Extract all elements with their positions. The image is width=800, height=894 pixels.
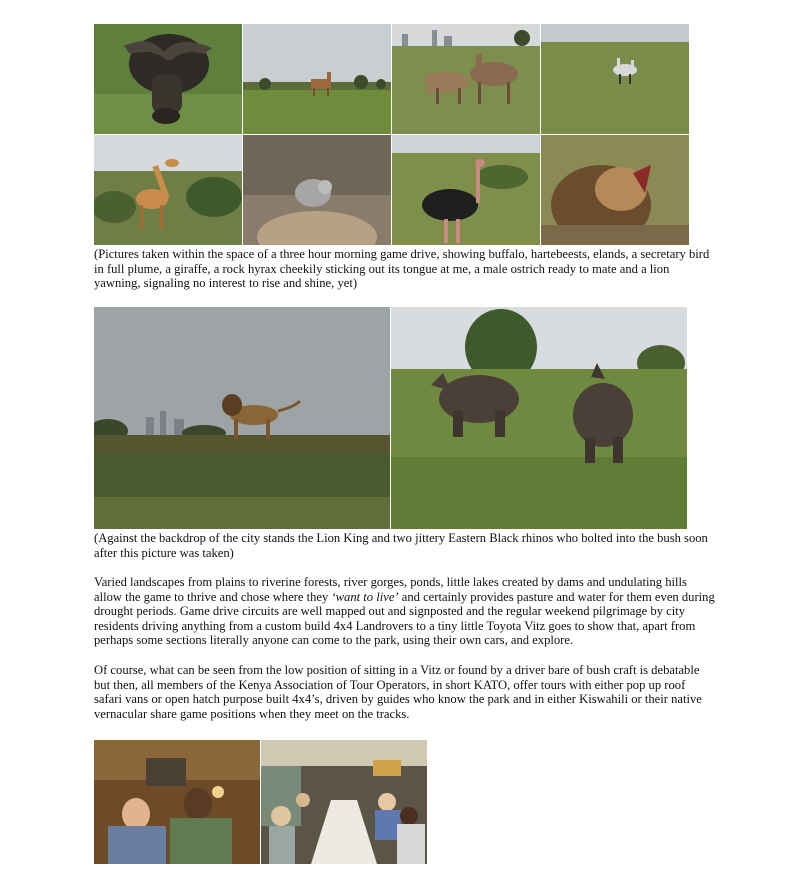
photo-rock-hyrax — [243, 135, 391, 245]
photo-two-men-tent — [94, 740, 260, 864]
photo-giraffe — [94, 135, 242, 245]
photo-lion-city-skyline — [94, 307, 390, 529]
paragraph-landscapes-start: Varied landscapes from plains to riverine forests, river gorges, ponds, little lakes created by dams and undulating hills allow the game to thrive and chose where they — [94, 575, 687, 604]
photo-secretary-bird — [541, 24, 689, 134]
paragraph-landscapes — [94, 575, 716, 648]
paragraph-landscapes-end: and certainly provides pasture and water for them even during drought periods. Game drive circuits are well mapped out and signposted and the regular weekend pilgrimage by city residents driving anything from a custom build 4x4 Landrovers to a tiny little Toyota Vitz goes to show that, apart from perhaps some sections literally anyone can come to the park, using their own cars, and explore. — [94, 589, 715, 648]
photo-black-rhinos — [391, 307, 687, 529]
want-to-live-quote: ‘want to live’ — [331, 589, 399, 604]
lion-rhino-caption: (Against the backdrop of the city stands the Lion King and two jittery Eastern Black rhinos who bolted into the bush soon after this picture was taken) — [94, 531, 708, 560]
grid-caption: (Pictures taken within the space of a three hour morning game drive, showing buffalo, hartebeests, elands, a secretary bird in full plume, a giraffe, a rock hyrax cheekily sticking out its tongue at me, a male ostrich ready to mate and a lion yawning, signaling no interest to rise and shine, yet) — [94, 247, 710, 291]
paragraph-kato-tours: Of course, what can be seen from the low position of sitting in a Vitz or found by a driver bare of bush craft is debatable but then, all members of the Kenya Association of Tour Operators, in short KATO, offer tours with either pop up roof safari vans or open hatch purpose built 4x4’s, driven by guides who know the park and in either Kiswahili or their native vernacular share game positions when they meet on the tracks. — [94, 663, 702, 721]
photo-buffalo — [94, 24, 242, 134]
photo-dinner-table — [261, 740, 427, 864]
photo-ostrich — [392, 135, 540, 245]
photo-hartebeest — [243, 24, 391, 134]
photo-elands — [392, 24, 540, 134]
photo-lion-yawning — [541, 135, 689, 245]
